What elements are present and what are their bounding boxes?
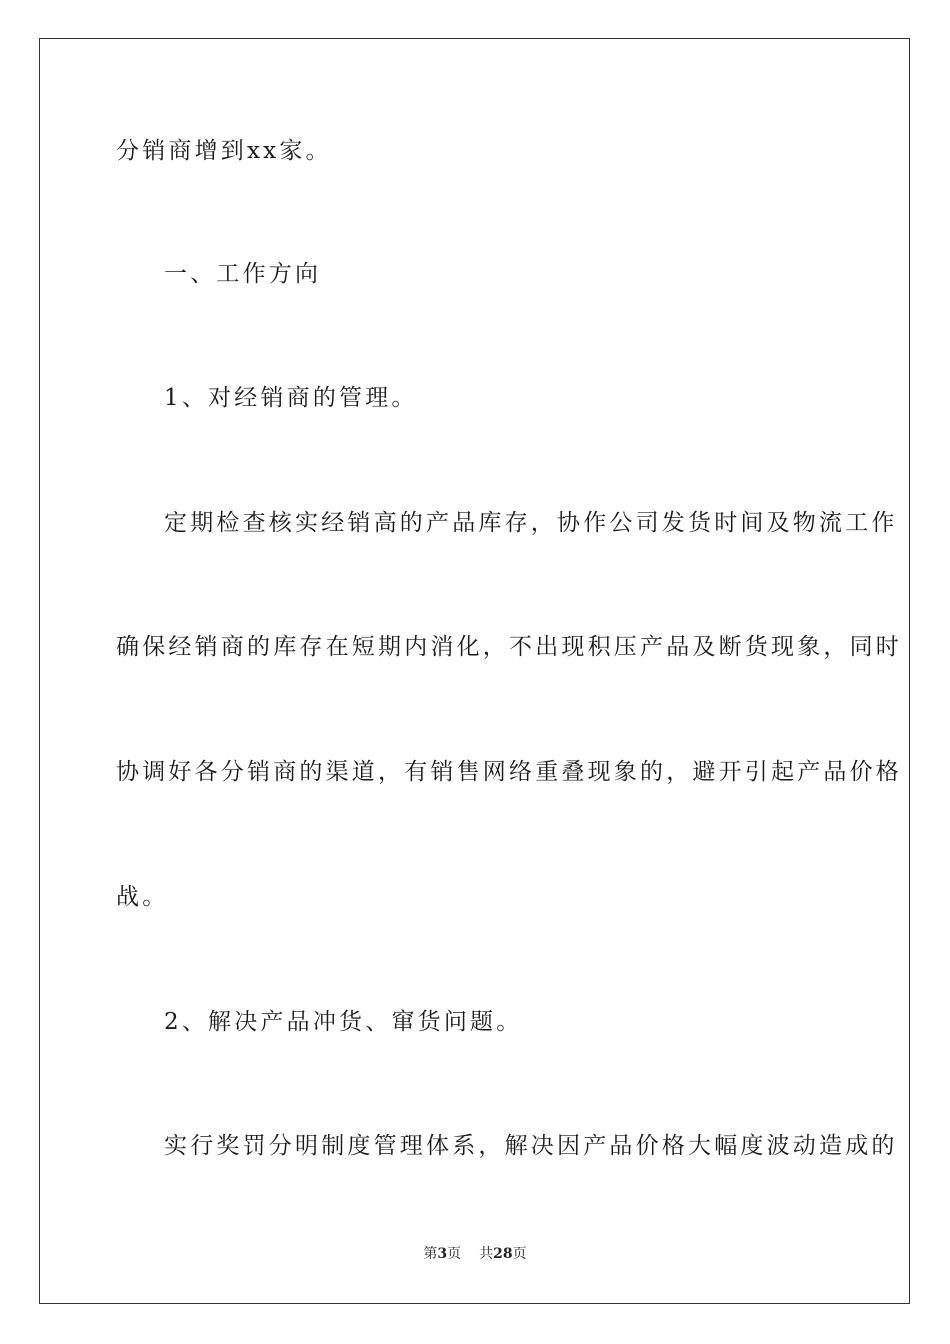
page-footer xyxy=(0,1244,950,1264)
page-number: 3 xyxy=(437,1246,448,1262)
page-label-prefix: 第 xyxy=(423,1246,438,1262)
paragraph-line: 定期检查核实经销高的产品库存，协作公司发货时间及物流工作 xyxy=(164,510,898,536)
subsection-heading: 1、对经销商的管理。 xyxy=(164,385,418,411)
paragraph-line: 实行奖罚分明制度管理体系，解决因产品价格大幅度波动造成的 xyxy=(164,1133,898,1159)
total-label-suffix: 页 xyxy=(512,1246,527,1262)
page-label-suffix: 页 xyxy=(447,1246,462,1262)
section-heading: 一、工作方向 xyxy=(164,261,322,287)
subsection-heading: 2、解决产品冲货、窜货问题。 xyxy=(164,1009,523,1035)
total-pages: 28 xyxy=(493,1246,513,1262)
page-border xyxy=(39,38,910,1304)
paragraph-line: 战。 xyxy=(116,884,169,910)
total-label-prefix: 共 xyxy=(479,1246,494,1262)
paragraph-line: 确保经销商的库存在短期内消化，不出现积压产品及断货现象，同时 xyxy=(116,634,902,660)
paragraph-line: 分销商增到xx家。 xyxy=(116,138,332,164)
paragraph-line: 协调好各分销商的渠道，有销售网络重叠现象的，避开引起产品价格 xyxy=(116,759,902,785)
